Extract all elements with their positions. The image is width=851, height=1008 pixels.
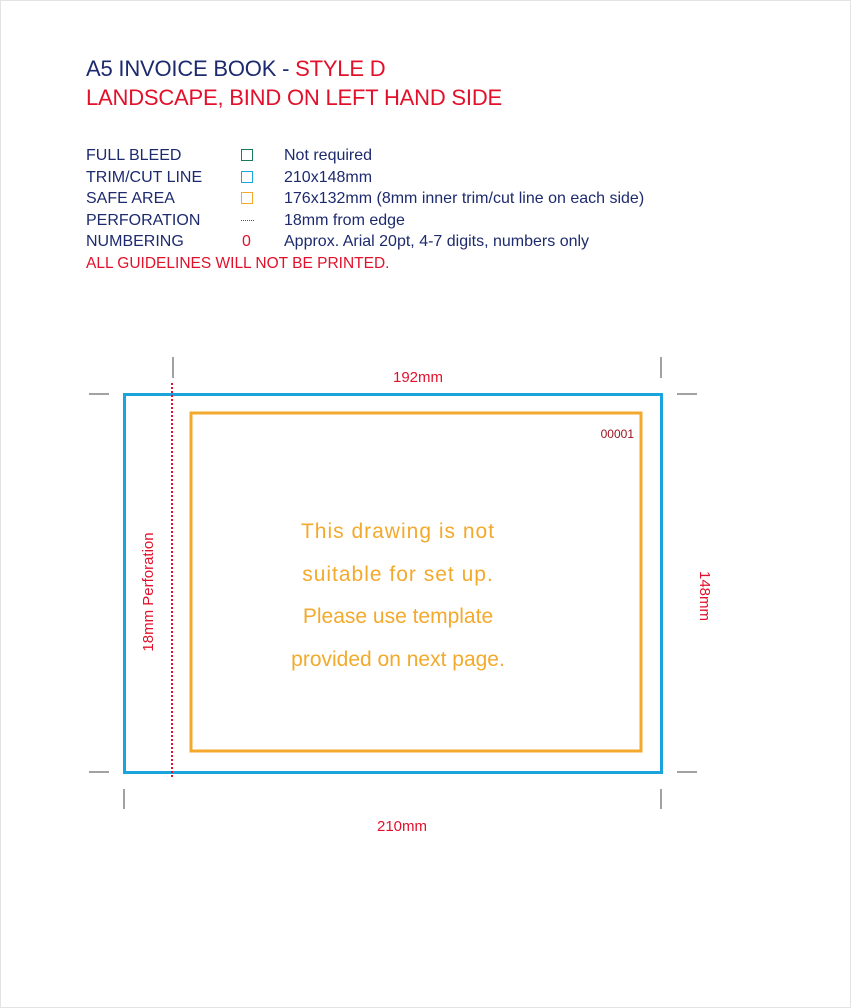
number-sample: 00001 <box>600 427 634 441</box>
numbering-sample: 0 <box>242 233 251 251</box>
title-main: A5 INVOICE BOOK - <box>86 56 296 81</box>
legend-value: 18mm from edge <box>284 211 405 229</box>
bottom-dimension-label: 210mm <box>376 818 428 835</box>
right-dimension-label: 148mm <box>696 570 713 622</box>
legend-value: Not required <box>284 147 373 164</box>
legend-value: 210x148mm <box>284 168 373 186</box>
legend-label: PERFORATION <box>86 211 201 229</box>
page-subtitle: LANDSCAPE, BIND ON LEFT HAND SIDE <box>86 85 502 110</box>
legend-value: Approx. Arial 20pt, 4-7 digits, numbers only <box>284 233 590 251</box>
legend-label: FULL BLEED <box>86 147 182 164</box>
notice-line: Please use template <box>302 605 494 628</box>
legend-value: 176x132mm (8mm inner trim/cut line on each side) <box>284 190 645 208</box>
legend-label: NUMBERING <box>86 233 184 251</box>
legend-label: TRIM/CUT LINE <box>86 168 203 186</box>
notice-text <box>291 520 505 671</box>
legend-label: SAFE AREA <box>86 190 175 208</box>
title-style: STYLE D <box>295 56 386 81</box>
notice-line: This drawing is not <box>300 520 496 543</box>
perforation-label: 18mm Perforation <box>140 532 157 652</box>
top-dimension-label: 192mm <box>392 369 444 386</box>
notice-line: suitable for set up. <box>302 563 494 586</box>
notice-line: provided on next page. <box>291 648 505 671</box>
guidelines-warning: ALL GUIDELINES WILL NOT BE PRINTED. <box>86 254 390 272</box>
